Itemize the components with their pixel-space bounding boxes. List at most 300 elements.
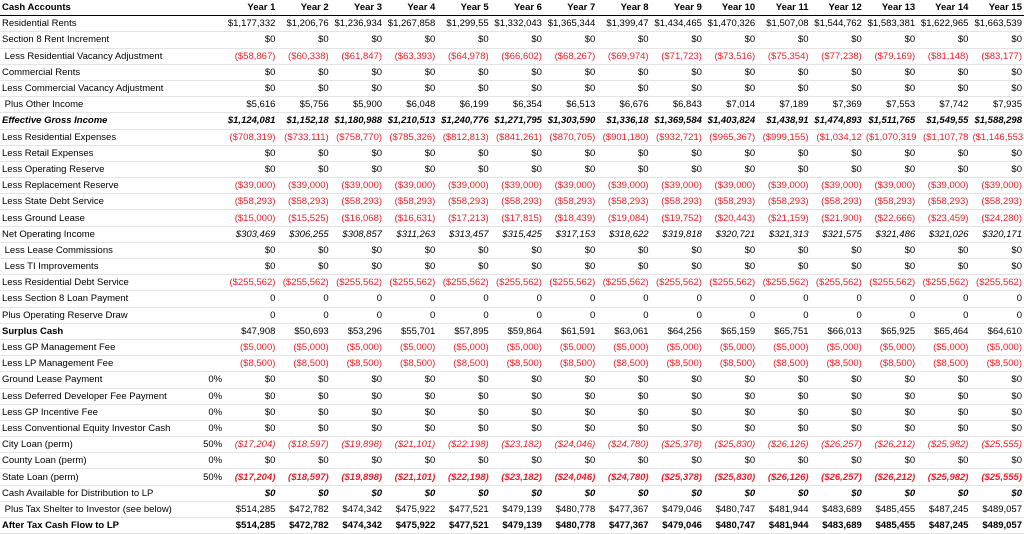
row-percent-cell[interactable]	[196, 291, 224, 307]
value-cell[interactable]: $0	[331, 161, 384, 177]
value-cell[interactable]: $0	[917, 80, 970, 96]
row-percent-cell[interactable]: 0%	[196, 404, 224, 420]
value-cell[interactable]: ($812,813)	[437, 129, 490, 145]
row-percent-cell[interactable]	[196, 145, 224, 161]
value-cell[interactable]: 0	[597, 307, 650, 323]
value-cell[interactable]: $0	[384, 372, 437, 388]
value-cell[interactable]: ($66,602)	[491, 48, 544, 64]
value-cell[interactable]: ($39,000)	[811, 178, 864, 194]
value-cell[interactable]: $0	[277, 453, 330, 469]
value-cell[interactable]: $487,245	[917, 518, 970, 534]
value-cell[interactable]: $0	[651, 80, 704, 96]
value-cell[interactable]: ($8,500)	[864, 356, 917, 372]
value-cell[interactable]: ($16,631)	[384, 210, 437, 226]
value-cell[interactable]: $485,455	[864, 518, 917, 534]
row-label-cell[interactable]: State Loan (perm)	[0, 469, 196, 485]
value-cell[interactable]: $0	[651, 64, 704, 80]
value-cell[interactable]: ($58,293)	[704, 194, 757, 210]
row-percent-cell[interactable]	[196, 356, 224, 372]
value-cell[interactable]: $480,747	[704, 501, 757, 517]
row-label-cell[interactable]: Less State Debt Service	[0, 194, 196, 210]
value-cell[interactable]: ($708,319)	[224, 129, 277, 145]
value-cell[interactable]: $0	[970, 64, 1024, 80]
value-cell[interactable]: ($58,293)	[811, 194, 864, 210]
value-cell[interactable]: ($5,000)	[544, 339, 597, 355]
value-cell[interactable]: $0	[970, 388, 1024, 404]
value-cell[interactable]: $320,171	[970, 226, 1024, 242]
value-cell[interactable]: $0	[437, 372, 490, 388]
value-cell[interactable]: $0	[437, 420, 490, 436]
value-cell[interactable]: ($24,046)	[544, 469, 597, 485]
row-label-cell[interactable]: Less Replacement Reserve	[0, 178, 196, 194]
value-cell[interactable]: $53,296	[331, 323, 384, 339]
value-cell[interactable]: ($17,204)	[224, 437, 277, 453]
value-cell[interactable]: 0	[811, 307, 864, 323]
value-cell[interactable]: $47,908	[224, 323, 277, 339]
value-cell[interactable]: $0	[917, 32, 970, 48]
value-cell[interactable]: $65,464	[917, 323, 970, 339]
value-cell[interactable]: ($39,000)	[224, 178, 277, 194]
value-cell[interactable]: ($785,326)	[384, 129, 437, 145]
value-cell[interactable]: $480,747	[704, 518, 757, 534]
value-cell[interactable]: $0	[544, 259, 597, 275]
value-cell[interactable]: ($20,443)	[704, 210, 757, 226]
value-cell[interactable]: $0	[597, 453, 650, 469]
value-cell[interactable]: $1,236,934	[331, 16, 384, 32]
row-percent-cell[interactable]	[196, 275, 224, 291]
row-label-cell[interactable]: Commercial Rents	[0, 64, 196, 80]
value-cell[interactable]: 0	[651, 307, 704, 323]
row-percent-cell[interactable]	[196, 194, 224, 210]
value-cell[interactable]: 0	[864, 307, 917, 323]
value-cell[interactable]: $0	[704, 259, 757, 275]
value-cell[interactable]: ($16,068)	[331, 210, 384, 226]
value-cell[interactable]: $0	[757, 404, 810, 420]
value-cell[interactable]: ($255,562)	[757, 275, 810, 291]
value-cell[interactable]: $7,935	[970, 97, 1024, 113]
value-cell[interactable]: ($25,378)	[651, 437, 704, 453]
value-cell[interactable]: 0	[331, 307, 384, 323]
row-label-cell[interactable]: County Loan (perm)	[0, 453, 196, 469]
value-cell[interactable]: ($17,213)	[437, 210, 490, 226]
value-cell[interactable]: $0	[384, 259, 437, 275]
row-percent-cell[interactable]	[196, 259, 224, 275]
value-cell[interactable]: $0	[917, 372, 970, 388]
value-cell[interactable]: $0	[597, 64, 650, 80]
year-header-cell[interactable]: Year 13	[864, 0, 917, 16]
value-cell[interactable]: ($25,378)	[651, 469, 704, 485]
year-header-cell[interactable]: Year 8	[597, 0, 650, 16]
row-label-cell[interactable]: Plus Tax Shelter to Investor (see below)	[0, 501, 196, 517]
value-cell[interactable]: ($21,159)	[757, 210, 810, 226]
value-cell[interactable]: 0	[544, 307, 597, 323]
value-cell[interactable]: ($17,815)	[491, 210, 544, 226]
value-cell[interactable]: $0	[864, 64, 917, 80]
value-cell[interactable]: ($58,293)	[970, 194, 1024, 210]
value-cell[interactable]: $7,189	[757, 97, 810, 113]
value-cell[interactable]: ($58,293)	[757, 194, 810, 210]
value-cell[interactable]: ($68,267)	[544, 48, 597, 64]
value-cell[interactable]: $0	[331, 259, 384, 275]
value-cell[interactable]: ($5,000)	[277, 339, 330, 355]
value-cell[interactable]: $0	[757, 32, 810, 48]
value-cell[interactable]: $0	[544, 64, 597, 80]
value-cell[interactable]: ($8,500)	[544, 356, 597, 372]
value-cell[interactable]: $0	[277, 80, 330, 96]
value-cell[interactable]: $5,756	[277, 97, 330, 113]
value-cell[interactable]: ($5,000)	[917, 339, 970, 355]
value-cell[interactable]: ($22,666)	[864, 210, 917, 226]
value-cell[interactable]: $0	[651, 420, 704, 436]
row-percent-cell[interactable]: 0%	[196, 372, 224, 388]
value-cell[interactable]: $489,057	[970, 518, 1024, 534]
value-cell[interactable]: ($71,723)	[651, 48, 704, 64]
value-cell[interactable]: $321,026	[917, 226, 970, 242]
value-cell[interactable]: ($5,000)	[811, 339, 864, 355]
value-cell[interactable]: ($58,293)	[277, 194, 330, 210]
value-cell[interactable]: ($15,525)	[277, 210, 330, 226]
value-cell[interactable]: ($58,293)	[864, 194, 917, 210]
value-cell[interactable]: $0	[277, 242, 330, 258]
value-cell[interactable]: $0	[491, 420, 544, 436]
value-cell[interactable]: $1,336,18	[597, 113, 650, 129]
value-cell[interactable]: $0	[437, 161, 490, 177]
value-cell[interactable]: ($18,439)	[544, 210, 597, 226]
value-cell[interactable]: $0	[491, 64, 544, 80]
value-cell[interactable]: $0	[757, 485, 810, 501]
value-cell[interactable]: $0	[597, 372, 650, 388]
value-cell[interactable]: $0	[491, 453, 544, 469]
value-cell[interactable]: ($61,847)	[331, 48, 384, 64]
value-cell[interactable]: $0	[224, 388, 277, 404]
value-cell[interactable]: $0	[864, 161, 917, 177]
value-cell[interactable]: $0	[651, 32, 704, 48]
value-cell[interactable]: 0	[864, 291, 917, 307]
value-cell[interactable]: $0	[757, 372, 810, 388]
value-cell[interactable]: $477,367	[597, 518, 650, 534]
value-cell[interactable]: $0	[384, 80, 437, 96]
value-cell[interactable]: $0	[491, 372, 544, 388]
value-cell[interactable]: $0	[384, 64, 437, 80]
value-cell[interactable]: $1,434,465	[651, 16, 704, 32]
value-cell[interactable]: $477,367	[597, 501, 650, 517]
value-cell[interactable]: $477,521	[437, 501, 490, 517]
value-cell[interactable]: 0	[277, 291, 330, 307]
year-header-cell[interactable]: Year 10	[704, 0, 757, 16]
value-cell[interactable]: ($39,000)	[544, 178, 597, 194]
value-cell[interactable]: $0	[651, 404, 704, 420]
value-cell[interactable]: ($255,562)	[437, 275, 490, 291]
value-cell[interactable]: ($1,146,553	[970, 129, 1024, 145]
value-cell[interactable]: ($19,084)	[597, 210, 650, 226]
value-cell[interactable]: ($5,000)	[597, 339, 650, 355]
value-cell[interactable]: $0	[277, 420, 330, 436]
value-cell[interactable]: $0	[864, 242, 917, 258]
value-cell[interactable]: $0	[597, 404, 650, 420]
value-cell[interactable]: ($5,000)	[384, 339, 437, 355]
row-percent-cell[interactable]	[196, 64, 224, 80]
value-cell[interactable]: $0	[224, 404, 277, 420]
value-cell[interactable]: ($870,705)	[544, 129, 597, 145]
value-cell[interactable]: $1,470,326	[704, 16, 757, 32]
value-cell[interactable]: $0	[704, 485, 757, 501]
value-cell[interactable]: $0	[651, 372, 704, 388]
value-cell[interactable]: $0	[757, 420, 810, 436]
value-cell[interactable]: $477,521	[437, 518, 490, 534]
value-cell[interactable]: $0	[224, 485, 277, 501]
value-cell[interactable]: $313,457	[437, 226, 490, 242]
value-cell[interactable]: ($5,000)	[757, 339, 810, 355]
value-cell[interactable]: $0	[437, 145, 490, 161]
row-percent-cell[interactable]: 50%	[196, 469, 224, 485]
year-header-cell[interactable]: Year 1	[224, 0, 277, 16]
value-cell[interactable]: $1,365,344	[544, 16, 597, 32]
value-cell[interactable]: $1,124,081	[224, 113, 277, 129]
value-cell[interactable]: $0	[704, 388, 757, 404]
value-cell[interactable]: $0	[331, 372, 384, 388]
row-label-cell[interactable]: City Loan (perm)	[0, 437, 196, 453]
value-cell[interactable]: $311,263	[384, 226, 437, 242]
value-cell[interactable]: $7,369	[811, 97, 864, 113]
value-cell[interactable]: $0	[970, 259, 1024, 275]
value-cell[interactable]: $0	[384, 242, 437, 258]
value-cell[interactable]: $474,342	[331, 518, 384, 534]
row-percent-cell[interactable]	[196, 339, 224, 355]
value-cell[interactable]: 0	[491, 291, 544, 307]
value-cell[interactable]: $0	[224, 372, 277, 388]
value-cell[interactable]: $0	[331, 145, 384, 161]
value-cell[interactable]: $0	[811, 80, 864, 96]
value-cell[interactable]: ($5,000)	[704, 339, 757, 355]
row-percent-cell[interactable]	[196, 518, 224, 534]
row-label-cell[interactable]: Residential Rents	[0, 16, 196, 32]
value-cell[interactable]: ($39,000)	[864, 178, 917, 194]
value-cell[interactable]: $0	[651, 242, 704, 258]
value-cell[interactable]: $0	[224, 145, 277, 161]
row-percent-cell[interactable]: 0%	[196, 420, 224, 436]
value-cell[interactable]: ($24,280)	[970, 210, 1024, 226]
value-cell[interactable]: $321,313	[757, 226, 810, 242]
value-cell[interactable]: 0	[544, 291, 597, 307]
value-cell[interactable]: $0	[651, 453, 704, 469]
value-cell[interactable]: $0	[277, 145, 330, 161]
row-label-cell[interactable]: Less Deferred Developer Fee Payment	[0, 388, 196, 404]
value-cell[interactable]: $481,944	[757, 518, 810, 534]
value-cell[interactable]: ($255,562)	[331, 275, 384, 291]
value-cell[interactable]: $0	[704, 145, 757, 161]
value-cell[interactable]: 0	[651, 291, 704, 307]
value-cell[interactable]: $0	[704, 64, 757, 80]
row-percent-cell[interactable]	[196, 48, 224, 64]
value-cell[interactable]: ($39,000)	[757, 178, 810, 194]
value-cell[interactable]: $1,177,332	[224, 16, 277, 32]
value-cell[interactable]: $0	[811, 453, 864, 469]
value-cell[interactable]: $0	[651, 161, 704, 177]
value-cell[interactable]: $0	[384, 404, 437, 420]
value-cell[interactable]: $0	[970, 420, 1024, 436]
value-cell[interactable]: 0	[811, 291, 864, 307]
value-cell[interactable]: $0	[277, 404, 330, 420]
value-cell[interactable]: 0	[384, 291, 437, 307]
value-cell[interactable]: $0	[811, 32, 864, 48]
value-cell[interactable]: ($26,257)	[811, 469, 864, 485]
value-cell[interactable]: $319,818	[651, 226, 704, 242]
value-cell[interactable]: $0	[651, 145, 704, 161]
row-label-cell[interactable]: Less Operating Reserve	[0, 161, 196, 177]
value-cell[interactable]: $0	[437, 259, 490, 275]
value-cell[interactable]: 0	[384, 307, 437, 323]
value-cell[interactable]: $0	[437, 80, 490, 96]
value-cell[interactable]: $475,922	[384, 501, 437, 517]
row-label-cell[interactable]: Less Lease Commissions	[0, 242, 196, 258]
row-percent-cell[interactable]	[196, 485, 224, 501]
value-cell[interactable]: $7,742	[917, 97, 970, 113]
value-cell[interactable]: ($24,780)	[597, 437, 650, 453]
value-cell[interactable]: $0	[331, 485, 384, 501]
value-cell[interactable]: $0	[437, 32, 490, 48]
value-cell[interactable]: $63,061	[597, 323, 650, 339]
value-cell[interactable]: $0	[491, 485, 544, 501]
value-cell[interactable]: 0	[597, 291, 650, 307]
value-cell[interactable]: ($5,000)	[491, 339, 544, 355]
value-cell[interactable]: ($22,198)	[437, 469, 490, 485]
value-cell[interactable]: ($255,562)	[224, 275, 277, 291]
value-cell[interactable]: $65,159	[704, 323, 757, 339]
value-cell[interactable]: ($26,126)	[757, 469, 810, 485]
value-cell[interactable]: 0	[224, 291, 277, 307]
value-cell[interactable]: $0	[757, 242, 810, 258]
value-cell[interactable]: $0	[704, 242, 757, 258]
value-cell[interactable]: $1,240,776	[437, 113, 490, 129]
value-cell[interactable]: $0	[864, 485, 917, 501]
value-cell[interactable]: ($5,000)	[864, 339, 917, 355]
value-cell[interactable]: ($733,111)	[277, 129, 330, 145]
value-cell[interactable]: ($841,261)	[491, 129, 544, 145]
value-cell[interactable]: ($79,169)	[864, 48, 917, 64]
value-cell[interactable]: $0	[704, 80, 757, 96]
row-label-cell[interactable]: Less Commercial Vacancy Adjustment	[0, 80, 196, 96]
value-cell[interactable]: $1,544,762	[811, 16, 864, 32]
value-cell[interactable]: $0	[970, 161, 1024, 177]
value-cell[interactable]: $0	[811, 420, 864, 436]
row-label-cell[interactable]: Less GP Incentive Fee	[0, 404, 196, 420]
value-cell[interactable]: ($255,562)	[811, 275, 864, 291]
value-cell[interactable]: $0	[597, 485, 650, 501]
value-cell[interactable]: $64,256	[651, 323, 704, 339]
value-cell[interactable]: $472,782	[277, 501, 330, 517]
value-cell[interactable]: ($24,046)	[544, 437, 597, 453]
row-percent-cell[interactable]	[196, 80, 224, 96]
value-cell[interactable]: $0	[704, 453, 757, 469]
value-cell[interactable]: $1,583,381	[864, 16, 917, 32]
value-cell[interactable]: $0	[597, 145, 650, 161]
value-cell[interactable]: ($23,182)	[491, 437, 544, 453]
year-header-cell[interactable]: Year 14	[917, 0, 970, 16]
value-cell[interactable]: $0	[384, 453, 437, 469]
value-cell[interactable]: $0	[970, 453, 1024, 469]
value-cell[interactable]: $5,616	[224, 97, 277, 113]
value-cell[interactable]: ($58,293)	[917, 194, 970, 210]
row-percent-cell[interactable]	[196, 16, 224, 32]
value-cell[interactable]: ($64,978)	[437, 48, 490, 64]
value-cell[interactable]: $0	[970, 32, 1024, 48]
value-cell[interactable]: 0	[331, 291, 384, 307]
value-cell[interactable]: ($22,198)	[437, 437, 490, 453]
value-cell[interactable]: $0	[864, 388, 917, 404]
value-cell[interactable]: $0	[384, 32, 437, 48]
value-cell[interactable]: $0	[277, 32, 330, 48]
value-cell[interactable]: ($255,562)	[491, 275, 544, 291]
value-cell[interactable]: $320,721	[704, 226, 757, 242]
row-percent-cell[interactable]	[196, 178, 224, 194]
value-cell[interactable]: ($8,500)	[597, 356, 650, 372]
value-cell[interactable]: ($8,500)	[331, 356, 384, 372]
value-cell[interactable]: ($8,500)	[224, 356, 277, 372]
value-cell[interactable]: $6,843	[651, 97, 704, 113]
value-cell[interactable]: 0	[970, 291, 1024, 307]
value-cell[interactable]: ($8,500)	[384, 356, 437, 372]
value-cell[interactable]: $0	[864, 145, 917, 161]
value-cell[interactable]: ($21,900)	[811, 210, 864, 226]
value-cell[interactable]: $0	[757, 259, 810, 275]
year-header-cell[interactable]: Year 7	[544, 0, 597, 16]
row-label-cell[interactable]: Ground Lease Payment	[0, 372, 196, 388]
value-cell[interactable]: $1,474,893	[811, 113, 864, 129]
value-cell[interactable]: $0	[970, 242, 1024, 258]
value-cell[interactable]: 0	[437, 291, 490, 307]
value-cell[interactable]: $0	[224, 453, 277, 469]
value-cell[interactable]: ($25,830)	[704, 469, 757, 485]
value-cell[interactable]: 0	[224, 307, 277, 323]
value-cell[interactable]: $480,778	[544, 518, 597, 534]
value-cell[interactable]: $479,046	[651, 518, 704, 534]
value-cell[interactable]: ($58,293)	[384, 194, 437, 210]
value-cell[interactable]: $0	[544, 161, 597, 177]
value-cell[interactable]: $0	[277, 259, 330, 275]
value-cell[interactable]: ($39,000)	[437, 178, 490, 194]
value-cell[interactable]: ($965,367)	[704, 129, 757, 145]
value-cell[interactable]: $6,354	[491, 97, 544, 113]
value-cell[interactable]: $0	[864, 420, 917, 436]
value-cell[interactable]: $0	[757, 388, 810, 404]
value-cell[interactable]: $0	[917, 145, 970, 161]
value-cell[interactable]: ($39,000)	[651, 178, 704, 194]
value-cell[interactable]: $1,206,76	[277, 16, 330, 32]
value-cell[interactable]: $1,210,513	[384, 113, 437, 129]
value-cell[interactable]: ($1,070,319	[864, 129, 917, 145]
value-cell[interactable]: $481,944	[757, 501, 810, 517]
value-cell[interactable]: $0	[384, 145, 437, 161]
value-cell[interactable]: ($39,000)	[917, 178, 970, 194]
year-header-cell[interactable]: Year 2	[277, 0, 330, 16]
value-cell[interactable]: $0	[491, 242, 544, 258]
value-cell[interactable]: $0	[597, 242, 650, 258]
value-cell[interactable]: $0	[917, 161, 970, 177]
value-cell[interactable]: $0	[917, 388, 970, 404]
value-cell[interactable]: $0	[864, 32, 917, 48]
value-cell[interactable]: ($81,148)	[917, 48, 970, 64]
row-label-cell[interactable]: Less GP Management Fee	[0, 339, 196, 355]
value-cell[interactable]: $0	[970, 372, 1024, 388]
value-cell[interactable]: $479,046	[651, 501, 704, 517]
value-cell[interactable]: ($8,500)	[491, 356, 544, 372]
value-cell[interactable]: $0	[864, 404, 917, 420]
value-cell[interactable]: ($5,000)	[331, 339, 384, 355]
value-cell[interactable]: $55,701	[384, 323, 437, 339]
value-cell[interactable]: $0	[224, 32, 277, 48]
value-cell[interactable]: $0	[811, 145, 864, 161]
row-percent-cell[interactable]	[196, 129, 224, 145]
